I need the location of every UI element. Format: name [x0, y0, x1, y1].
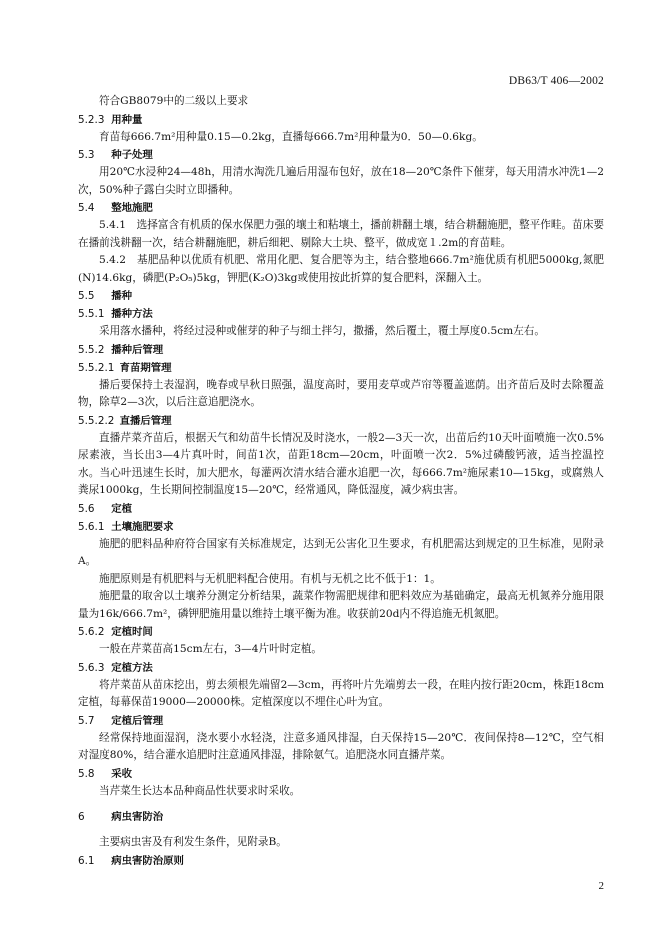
section-number: 5.2.3: [78, 113, 105, 126]
paragraph: 5.4.2 基肥品种以优质有机肥、常用化肥、复合肥等为主，结合整地666.7m²施优质有机肥5000kg,氮肥(N)14.6kg，磷肥(P₂O₅)5kg，钾肥(K₂O)3kg或使用按此折算的复合肥料，深翻入土。: [78, 254, 604, 284]
section-heading: [78, 852, 604, 870]
paragraph: 一般在芹菜苗高15cm左右，3—4片叶时定植。: [99, 643, 323, 655]
section-number: 5.5.2: [78, 343, 105, 356]
section-title: 整地施肥: [111, 202, 153, 214]
section-title: 直播后管理: [119, 414, 172, 427]
section-title: 播种后管理: [111, 343, 164, 356]
section-title: 定植: [111, 502, 132, 515]
page-number: 2: [598, 880, 604, 892]
section-heading: [78, 111, 604, 129]
section-heading: [78, 765, 604, 783]
spacer: [78, 800, 604, 808]
section-heading: [78, 359, 604, 377]
paragraph: 当芹菜生长达本品种商品性状要求时采收。: [99, 784, 301, 797]
section-number: 5.5: [78, 290, 95, 302]
section-title: 播种方法: [111, 308, 153, 320]
section-title: 定植时间: [111, 626, 153, 638]
section-heading: [78, 287, 604, 305]
paragraph: 符合GB8079中的二级以上要求: [99, 95, 249, 107]
paragraph: 用20℃水浸种24—48h，用清水淘洗几遍后用湿布包好，放在18—20℃条件下催芽，每天用清水冲洗1—2次，50%种子露白尖时立即播种。: [78, 166, 604, 196]
paragraph: 采用落水播种，将经过浸种或催芽的种子与细土拌匀，撒播，然后覆土，覆土厚度0.5cm左右。: [99, 325, 545, 337]
section-heading: [78, 500, 604, 518]
section-title: 采收: [111, 767, 132, 780]
section-number: 5.6.2: [78, 626, 105, 638]
section-number: 5.6.3: [78, 661, 105, 674]
section-number: 5.3: [78, 149, 95, 161]
paragraph: 施肥原则是有机肥料与无机肥料配合使用。有机与无机之比不低于1：1。: [99, 572, 441, 585]
section-title: 病虫害防治: [111, 811, 164, 823]
section-number: 5.5.2.1: [78, 361, 115, 374]
section-number: 5.4: [78, 202, 95, 214]
section-number: 5.8: [78, 767, 95, 780]
section-title: 定植方法: [111, 661, 153, 674]
section-number: 5.6.1: [78, 520, 105, 533]
paragraph: 施肥量的取舍以土壤养分测定分析结果，蔬菜作物需肥规律和肥料效应为基础确定，最高无机氮养分施用限量为16k/666.7m²，磷钾肥施用量以维持土壤平衡为准。收获前20d内不得追施无机氮肥。: [78, 590, 604, 620]
paragraph: 经常保持地面湿润，浇水要小水轻浇，注意多通风排湿，白天保持15—20℃．夜间保持8—12℃，空气相对湿度80%，结合灌水追肥时注意通风排湿，排除氨气。追肥浇水同直播芹菜。: [78, 731, 604, 761]
section-heading: [78, 712, 604, 730]
section-heading: [78, 518, 604, 536]
paragraph: 育苗每666.7m²用种量0.15—0.2kg，直播每666.7m²用种量为0．50—0.6kg。: [99, 130, 483, 143]
section-title: 育苗期管理: [119, 361, 172, 374]
section-number: 6.1: [78, 854, 95, 867]
document-body: [78, 93, 604, 870]
section-title: 土壤施肥要求: [111, 520, 174, 533]
paragraph: 播后要保持土表湿润，晚春或早秋日照强，温度高时，要用麦草或芦帘等覆盖遮荫。出齐苗后及时去除覆盖物，除草2—3次，以后注意追肥浇水。: [78, 378, 604, 408]
section-heading: [78, 659, 604, 677]
paragraph: 施肥的肥料品种府符合国家有关标准规定，达到无公害化卫生要求，有机肥需达到规定的卫生标准，见附录A。: [78, 537, 604, 567]
section-heading: [78, 199, 604, 217]
spacer: [78, 826, 604, 834]
section-number: 5.5.2.2: [78, 414, 115, 427]
section-number: 5.7: [78, 714, 95, 727]
section-title: 用种量: [111, 113, 143, 126]
paragraph: 将芹菜苗从苗床挖出，剪去须根先端留2—3cm，再将叶片先端剪去一段，在畦内按行距20cm，株距18cm定植，每幕保苗19000—20000株。定植深度以不埋住心叶为宜。: [78, 678, 604, 708]
section-title: 定植后管理: [111, 714, 164, 727]
section-heading: [78, 808, 604, 826]
paragraph: 5.4.1 选择富含有机质的保水保肥力强的壤土和粘壤土，播前耕翻土壤，结合耕翻施肥，整平作畦。苗床要在播前浅耕翻一次，结合耕翻施肥，耕后细耙、剔除大土块、整平，做成宽１.2m的育苗畦。: [78, 219, 604, 249]
section-heading: [78, 146, 604, 164]
standard-code-header: DB63/T 406—2002: [508, 75, 604, 87]
section-heading: [78, 623, 604, 641]
paragraph: 直播芹菜齐苗后，根据天气和幼苗牛长情况及时浇水，一般2—3天一次，出苗后约10天叶面喷施一次0.5%尿素液，当长出3—4片真叶时，间苗1次，苗距18cm—20cm，叶面喷一次2．5%过磷酸钙液，适当控温控水。当心叶迅速生长时，加大肥水，每灌两次清水结合灌水追肥一次，每666.7m²施尿素10—15kg，或腐熟人粪尿1000kg，生长期间控制温度15—20℃，经常通风，降低湿度，减少病虫害。: [78, 431, 604, 496]
section-heading: [78, 412, 604, 430]
section-heading: [78, 305, 604, 323]
section-title: 种子处理: [111, 149, 153, 161]
section-number: 6: [78, 811, 85, 823]
paragraph: 主要病虫害及有利发生条件，见附录B。: [99, 836, 287, 848]
section-heading: [78, 341, 604, 359]
section-title: 病虫害防治原则: [111, 854, 184, 867]
section-number: 5.6: [78, 502, 95, 515]
section-number: 5.5.1: [78, 308, 105, 320]
section-title: 播种: [111, 290, 132, 302]
